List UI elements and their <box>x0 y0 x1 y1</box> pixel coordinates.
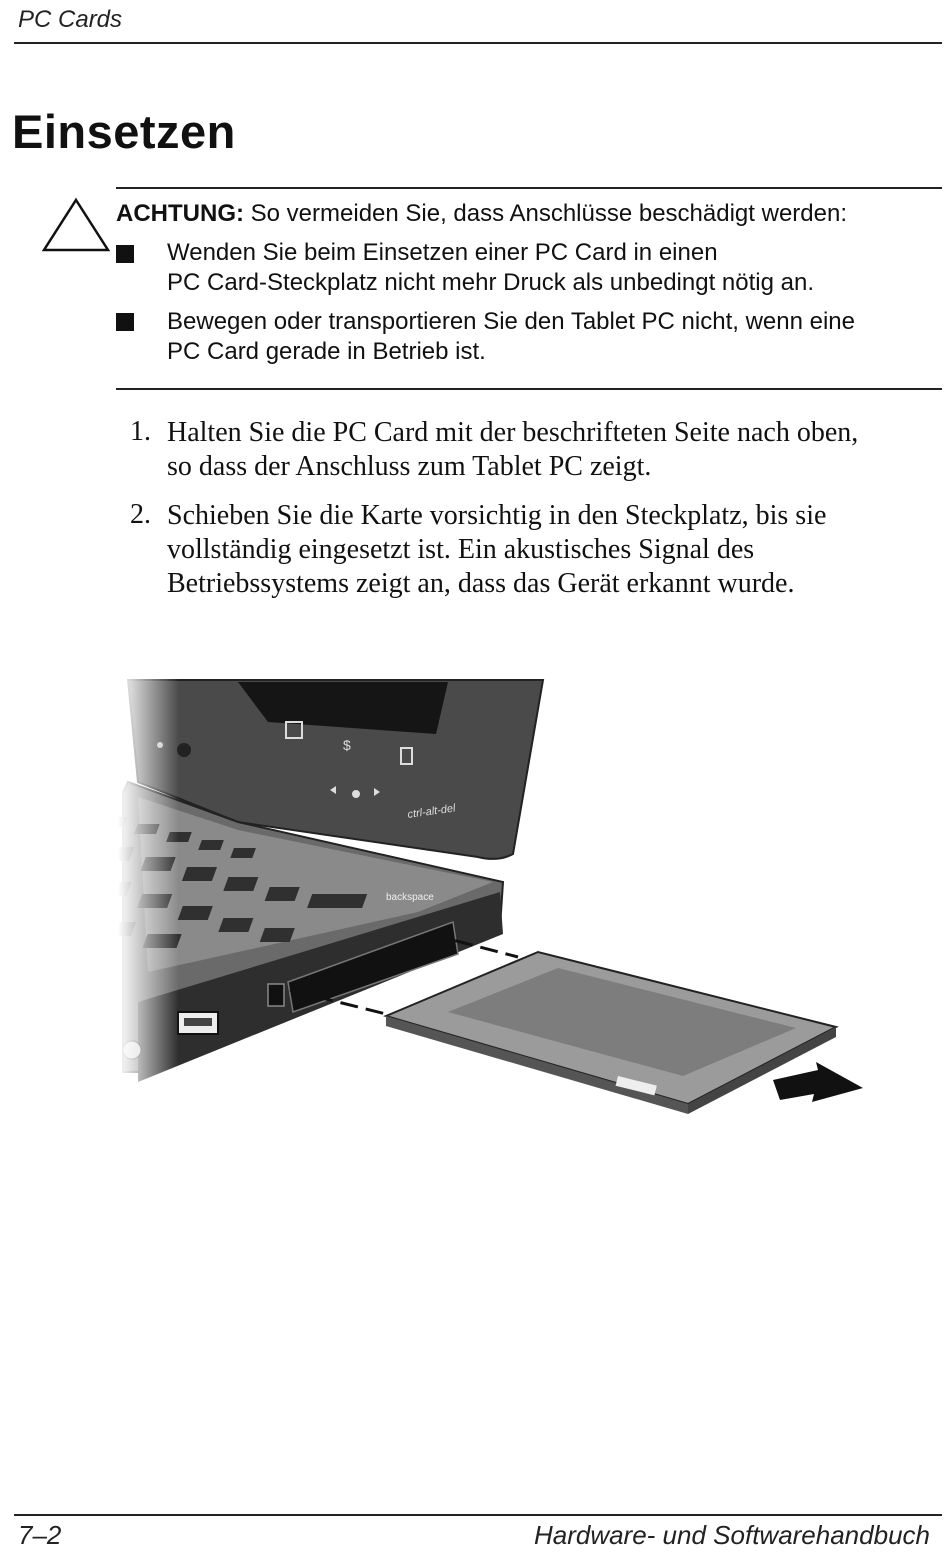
step-2-line-1: Schieben Sie die Karte vorsichtig in den Steckplatz, bis sie <box>167 500 827 531</box>
caution-label: ACHTUNG: <box>116 200 244 227</box>
step-2-line-2: vollständig eingesetzt ist. Ein akustisches Signal des <box>167 534 755 565</box>
step-2-line-3: Betriebssystems zeigt an, dass das Gerät erkannt wurde. <box>167 568 795 599</box>
bullet-square-icon <box>116 313 134 331</box>
caution-bottom-rule <box>116 388 942 390</box>
caution-bullet-1-line-1: Wenden Sie beim Einsetzen einer PC Card in einen <box>167 239 718 266</box>
pc-card-insertion-illustration <box>118 672 878 1122</box>
page-title: Einsetzen <box>12 105 236 158</box>
caution-intro: So vermeiden Sie, dass Anschlüsse beschädigt werden: <box>243 200 847 227</box>
step-1-text <box>167 416 942 484</box>
caution-heading <box>116 200 847 228</box>
header-rule <box>14 42 942 44</box>
caution-bullet-2 <box>167 307 927 367</box>
caution-bullet-2-line-2: PC Card gerade in Betrieb ist. <box>167 338 486 365</box>
footer-rule <box>14 1514 942 1516</box>
step-1-line-1: Halten Sie die PC Card mit der beschrifteten Seite nach oben, <box>167 417 859 448</box>
step-2-text <box>167 499 942 601</box>
caution-bullet-1-line-2: PC Card-Steckplatz nicht mehr Druck als unbedingt nötig an. <box>167 269 814 296</box>
step-1-line-2: so dass der Anschluss zum Tablet PC zeigt. <box>167 451 652 482</box>
caution-top-rule <box>116 187 942 189</box>
step-1-number: 1. <box>130 416 151 447</box>
caution-bullet-1 <box>167 238 927 298</box>
book-title: Hardware- und Softwarehandbuch <box>533 1520 930 1550</box>
step-2-number: 2. <box>130 499 151 530</box>
bullet-square-icon <box>116 245 134 263</box>
section-title: PC Cards <box>18 6 123 33</box>
warning-triangle-icon <box>40 196 112 256</box>
page-number: 7–2 <box>18 1520 62 1550</box>
caution-bullet-2-line-1: Bewegen oder transportieren Sie den Tablet PC nicht, wenn eine <box>167 308 855 335</box>
